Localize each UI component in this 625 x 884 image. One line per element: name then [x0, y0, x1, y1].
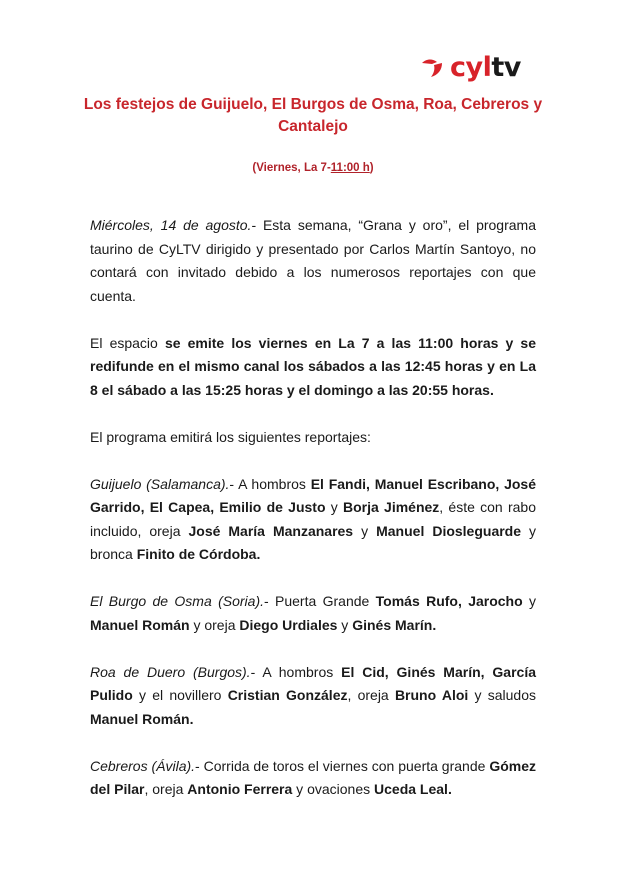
- text: - A hombros: [229, 475, 311, 492]
- text: y saludos: [468, 687, 536, 703]
- italic-text: Guijuelo (Salamanca).: [90, 475, 230, 492]
- text: y: [337, 616, 353, 633]
- logo-text-tv: tv: [491, 51, 521, 83]
- text: , oreja: [347, 687, 395, 703]
- bold-text: Manuel Diosleguarde: [376, 522, 522, 539]
- bold-text: Finito de Córdoba.: [136, 546, 261, 562]
- cyltv-logo-mark-icon: [420, 54, 446, 80]
- italic-text: El Burgo de Osma (Soria).: [90, 593, 264, 609]
- bold-text: Tomás Rufo, Jarocho: [375, 593, 523, 609]
- italic-text: Cebreros (Ávila).: [90, 757, 196, 774]
- text: - A hombros: [250, 663, 342, 680]
- text: , oreja: [144, 781, 188, 797]
- text: y: [353, 522, 377, 539]
- text: , éste con rabo incluido, oreja: [90, 499, 536, 539]
- bold-text: Gómez del Pilar: [90, 757, 536, 797]
- bold-text: El Cid, Ginés Marín, García Pulido: [90, 663, 536, 703]
- bold-text: Cristian González: [227, 687, 348, 703]
- bold-text: se emite los viernes en La 7 a las 11:00 horas y se redifunde en el mismo canal los sábados a las 12:45 horas y en La 8 el sábado a las 15:25 horas y el domingo a las 20:55 horas.: [90, 334, 537, 398]
- paragraph: [90, 590, 536, 637]
- text: - Corrida de toros el viernes con puerta grande: [195, 757, 490, 774]
- logo-text-cyl: cyl: [450, 51, 492, 83]
- text: y: [325, 499, 344, 515]
- cyltv-logo: [420, 44, 538, 90]
- bold-text: Diego Urdiales: [239, 616, 338, 633]
- bold-text: José María Manzanares: [188, 522, 354, 539]
- paragraph: [90, 426, 536, 450]
- document-title: Los festejos de Guijuelo, El Burgos de Osma, Roa, Cebreros y Cantalejo: [83, 96, 543, 135]
- italic-text: Miércoles, 14 de agosto.: [90, 217, 252, 233]
- text: - Puerta Grande: [264, 593, 376, 609]
- bold-text: Uceda Leal.: [374, 781, 452, 797]
- paragraph: [90, 214, 536, 308]
- text: El espacio: [90, 334, 165, 351]
- bold-text: Ginés Marín.: [352, 616, 437, 633]
- text: - Esta semana, “Grana y oro”, el programa taurino de CyLTV dirigido y presentado por Carlos Martín Santoyo, no contará con invitado debido a los numerosos reportajes con que cuenta.: [90, 217, 536, 304]
- paragraph: [90, 332, 536, 403]
- text: y bronca: [90, 522, 537, 562]
- bold-text: Borja Jiménez: [343, 499, 440, 515]
- bold-text: Manuel Román: [90, 616, 190, 633]
- text: El programa emitirá los siguientes reportajes:: [90, 428, 371, 445]
- bold-text: Bruno Aloi: [394, 687, 469, 703]
- text: y ovaciones: [292, 781, 375, 797]
- subtitle-suffix: ): [369, 162, 374, 174]
- broadcast-subtitle: [80, 162, 546, 174]
- bold-text: Manuel Román.: [90, 710, 194, 727]
- italic-text: Roa de Duero (Burgos).: [90, 663, 251, 680]
- paragraph: [90, 473, 536, 567]
- bold-text: El Fandi, Manuel Escribano, José Garrido, El Capea, Emilio de Justo: [90, 475, 536, 515]
- paragraph: [90, 661, 536, 732]
- subtitle-prefix: (Viernes, La 7-: [252, 162, 331, 174]
- bold-text: Antonio Ferrera: [187, 781, 293, 797]
- text: y: [522, 593, 537, 609]
- subtitle-time: 11:00 h: [330, 162, 370, 174]
- text: y oreja: [189, 616, 240, 633]
- paragraph: [90, 755, 536, 802]
- document-body: [90, 214, 536, 825]
- text: y el novillero: [132, 687, 228, 703]
